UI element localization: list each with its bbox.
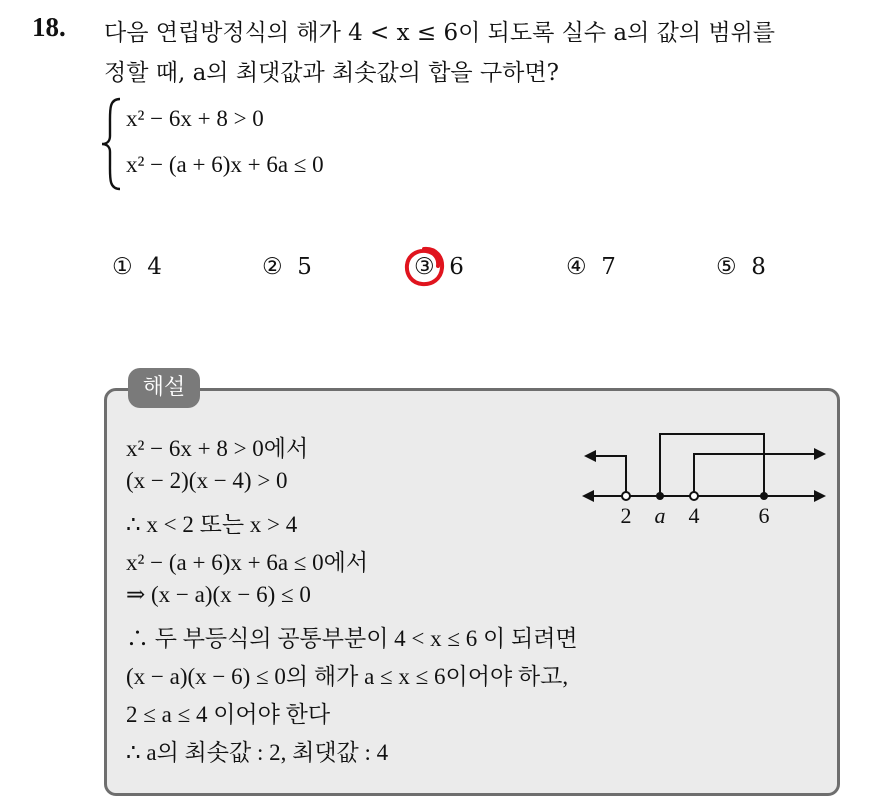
question-number: 18.	[32, 12, 66, 42]
point-2-open	[622, 492, 630, 500]
solution-line-3: ∴ x < 2 또는 x > 4	[126, 512, 298, 537]
choice-1[interactable]	[112, 254, 162, 280]
system-brace	[100, 96, 122, 192]
number-line-label-6: 6	[758, 503, 770, 528]
choice-value: 4	[147, 254, 162, 280]
solution-line-8: 2 ≤ a ≤ 4 이어야 한다	[126, 702, 331, 727]
solution-line-5: ⇒ (x − a)(x − 6) ≤ 0	[126, 582, 311, 607]
choice-mark: ③	[414, 254, 435, 280]
region-x-greater-4	[694, 454, 820, 496]
choice-4[interactable]	[566, 254, 616, 280]
choice-mark: ①	[112, 254, 133, 280]
region-a-to-6	[660, 434, 764, 496]
solution-badge: 해설	[128, 368, 200, 408]
solution-line-1: x² − 6x + 8 > 0에서	[126, 436, 309, 461]
choice-value: 5	[297, 254, 312, 280]
number-line-diagram	[580, 426, 830, 530]
choice-mark: ④	[566, 254, 587, 280]
system-equation-2: x² − (a + 6)x + 6a ≤ 0	[126, 152, 324, 177]
region-arrow-left	[584, 450, 596, 462]
question-line-1: 다음 연립방정식의 해가 4 < x ≤ 6이 되도록 실수 a의 값의 범위를	[104, 20, 776, 46]
solution-line-7: (x − a)(x − 6) ≤ 0의 해가 a ≤ x ≤ 6이어야 하고,	[126, 664, 569, 689]
number-line-label-2: 2	[620, 503, 632, 528]
region-arrow-right	[814, 448, 826, 460]
question-line-2: 정할 때, a의 최댓값과 최솟값의 합을 구하면?	[104, 60, 559, 86]
system-equation-1: x² − 6x + 8 > 0	[126, 106, 264, 131]
solution-line-4: x² − (a + 6)x + 6a ≤ 0에서	[126, 550, 369, 575]
choice-2[interactable]	[262, 254, 312, 280]
solution-line-6: ∴ 두 부등식의 공통부분이 4 < x ≤ 6 이 되려면	[126, 626, 578, 651]
choice-5[interactable]	[716, 254, 766, 280]
axis-arrow-right	[814, 490, 826, 502]
point-a-closed	[656, 492, 664, 500]
choice-mark: ⑤	[716, 254, 737, 280]
solution-line-9: ∴ a의 최솟값 : 2, 최댓값 : 4	[126, 740, 389, 765]
axis-arrow-left	[582, 490, 594, 502]
point-6-closed	[760, 492, 768, 500]
answer-circle-mark	[401, 244, 447, 290]
number-line-label-4: 4	[688, 503, 700, 528]
choice-value: 7	[601, 254, 616, 280]
point-4-open	[690, 492, 698, 500]
region-x-less-2	[590, 456, 626, 496]
choice-mark: ②	[262, 254, 283, 280]
solution-line-2: (x − 2)(x − 4) > 0	[126, 468, 288, 493]
choice-value: 6	[449, 254, 464, 280]
number-line-label-a: a	[654, 503, 666, 528]
choice-value: 8	[751, 254, 766, 280]
